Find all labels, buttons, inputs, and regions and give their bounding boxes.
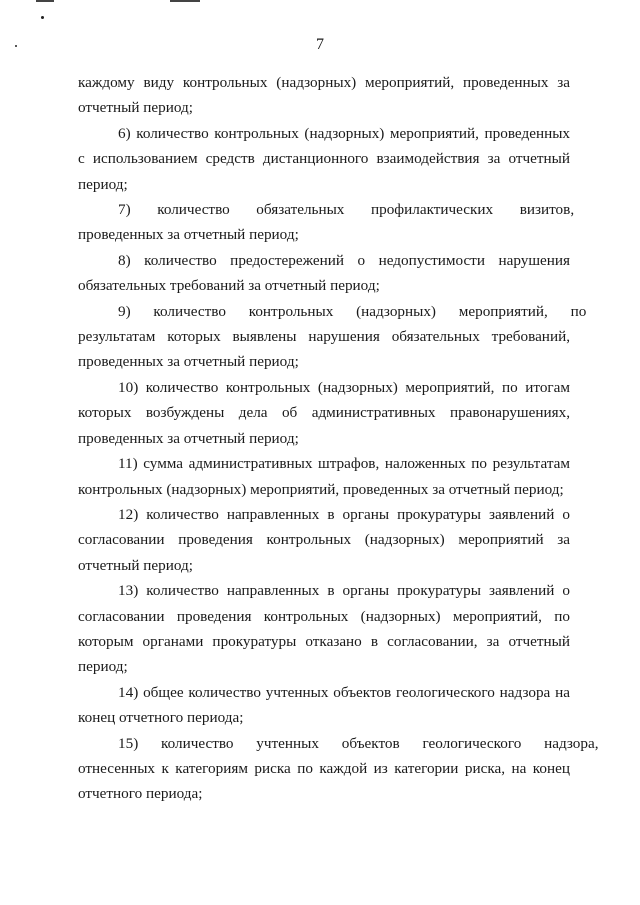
page-number: 7 xyxy=(316,36,324,53)
scan-artifact-top-mark xyxy=(36,0,54,2)
paragraph: 11) сумма административных штрафов, наложенных по результатам контрольных (надзорных) мероприятий, проведенных за отчетный период; xyxy=(78,455,570,498)
paragraph: каждому виду контрольных (надзорных) мероприятий, проведенных за отчетный период; xyxy=(78,74,570,117)
paragraph: 14) общее количество учтенных объектов геологического надзора на конец отчетного периода; xyxy=(78,683,570,727)
paragraph: 15) количество учтенных объектов геологического надзора, отнесенных к категориям риска по каждой из категории риска, на конец отчетного периода; xyxy=(78,734,599,803)
paragraph: 7) количество обязательных профилактических визитов, проведенных за отчетный период; xyxy=(78,201,575,244)
paragraph: 8) количество предостережений о недопустимости нарушения обязательных требований за отчетный период; xyxy=(78,251,570,295)
paragraph: 10) количество контрольных (надзорных) мероприятий, по итогам которых возбуждены дела об административных правонарушениях, проведенных за отчетный период; xyxy=(78,378,570,447)
paragraph: 12) количество направленных в органы прокуратуры заявлений о согласовании проведения контрольных (надзорных) мероприятий за отчетный период; xyxy=(78,505,570,574)
paragraph: 9) количество контрольных (надзорных) мероприятий, по результатам которых выявлены нарушения обязательных требований, проведенных за отчетный период; xyxy=(78,302,587,371)
scan-speck xyxy=(41,16,44,19)
paragraph: 13) количество направленных в органы прокуратуры заявлений о согласовании проведения контрольных (надзорных) мероприятий, по которым органами прокуратуры отказано в согласовании, за отчетный период; xyxy=(78,582,570,676)
paragraph: 6) количество контрольных (надзорных) мероприятий, проведенных с использованием средств дистанционного взаимодействия за отчетный период; xyxy=(78,124,570,193)
scan-artifact-top-mark xyxy=(170,0,200,2)
document-body xyxy=(78,70,599,807)
